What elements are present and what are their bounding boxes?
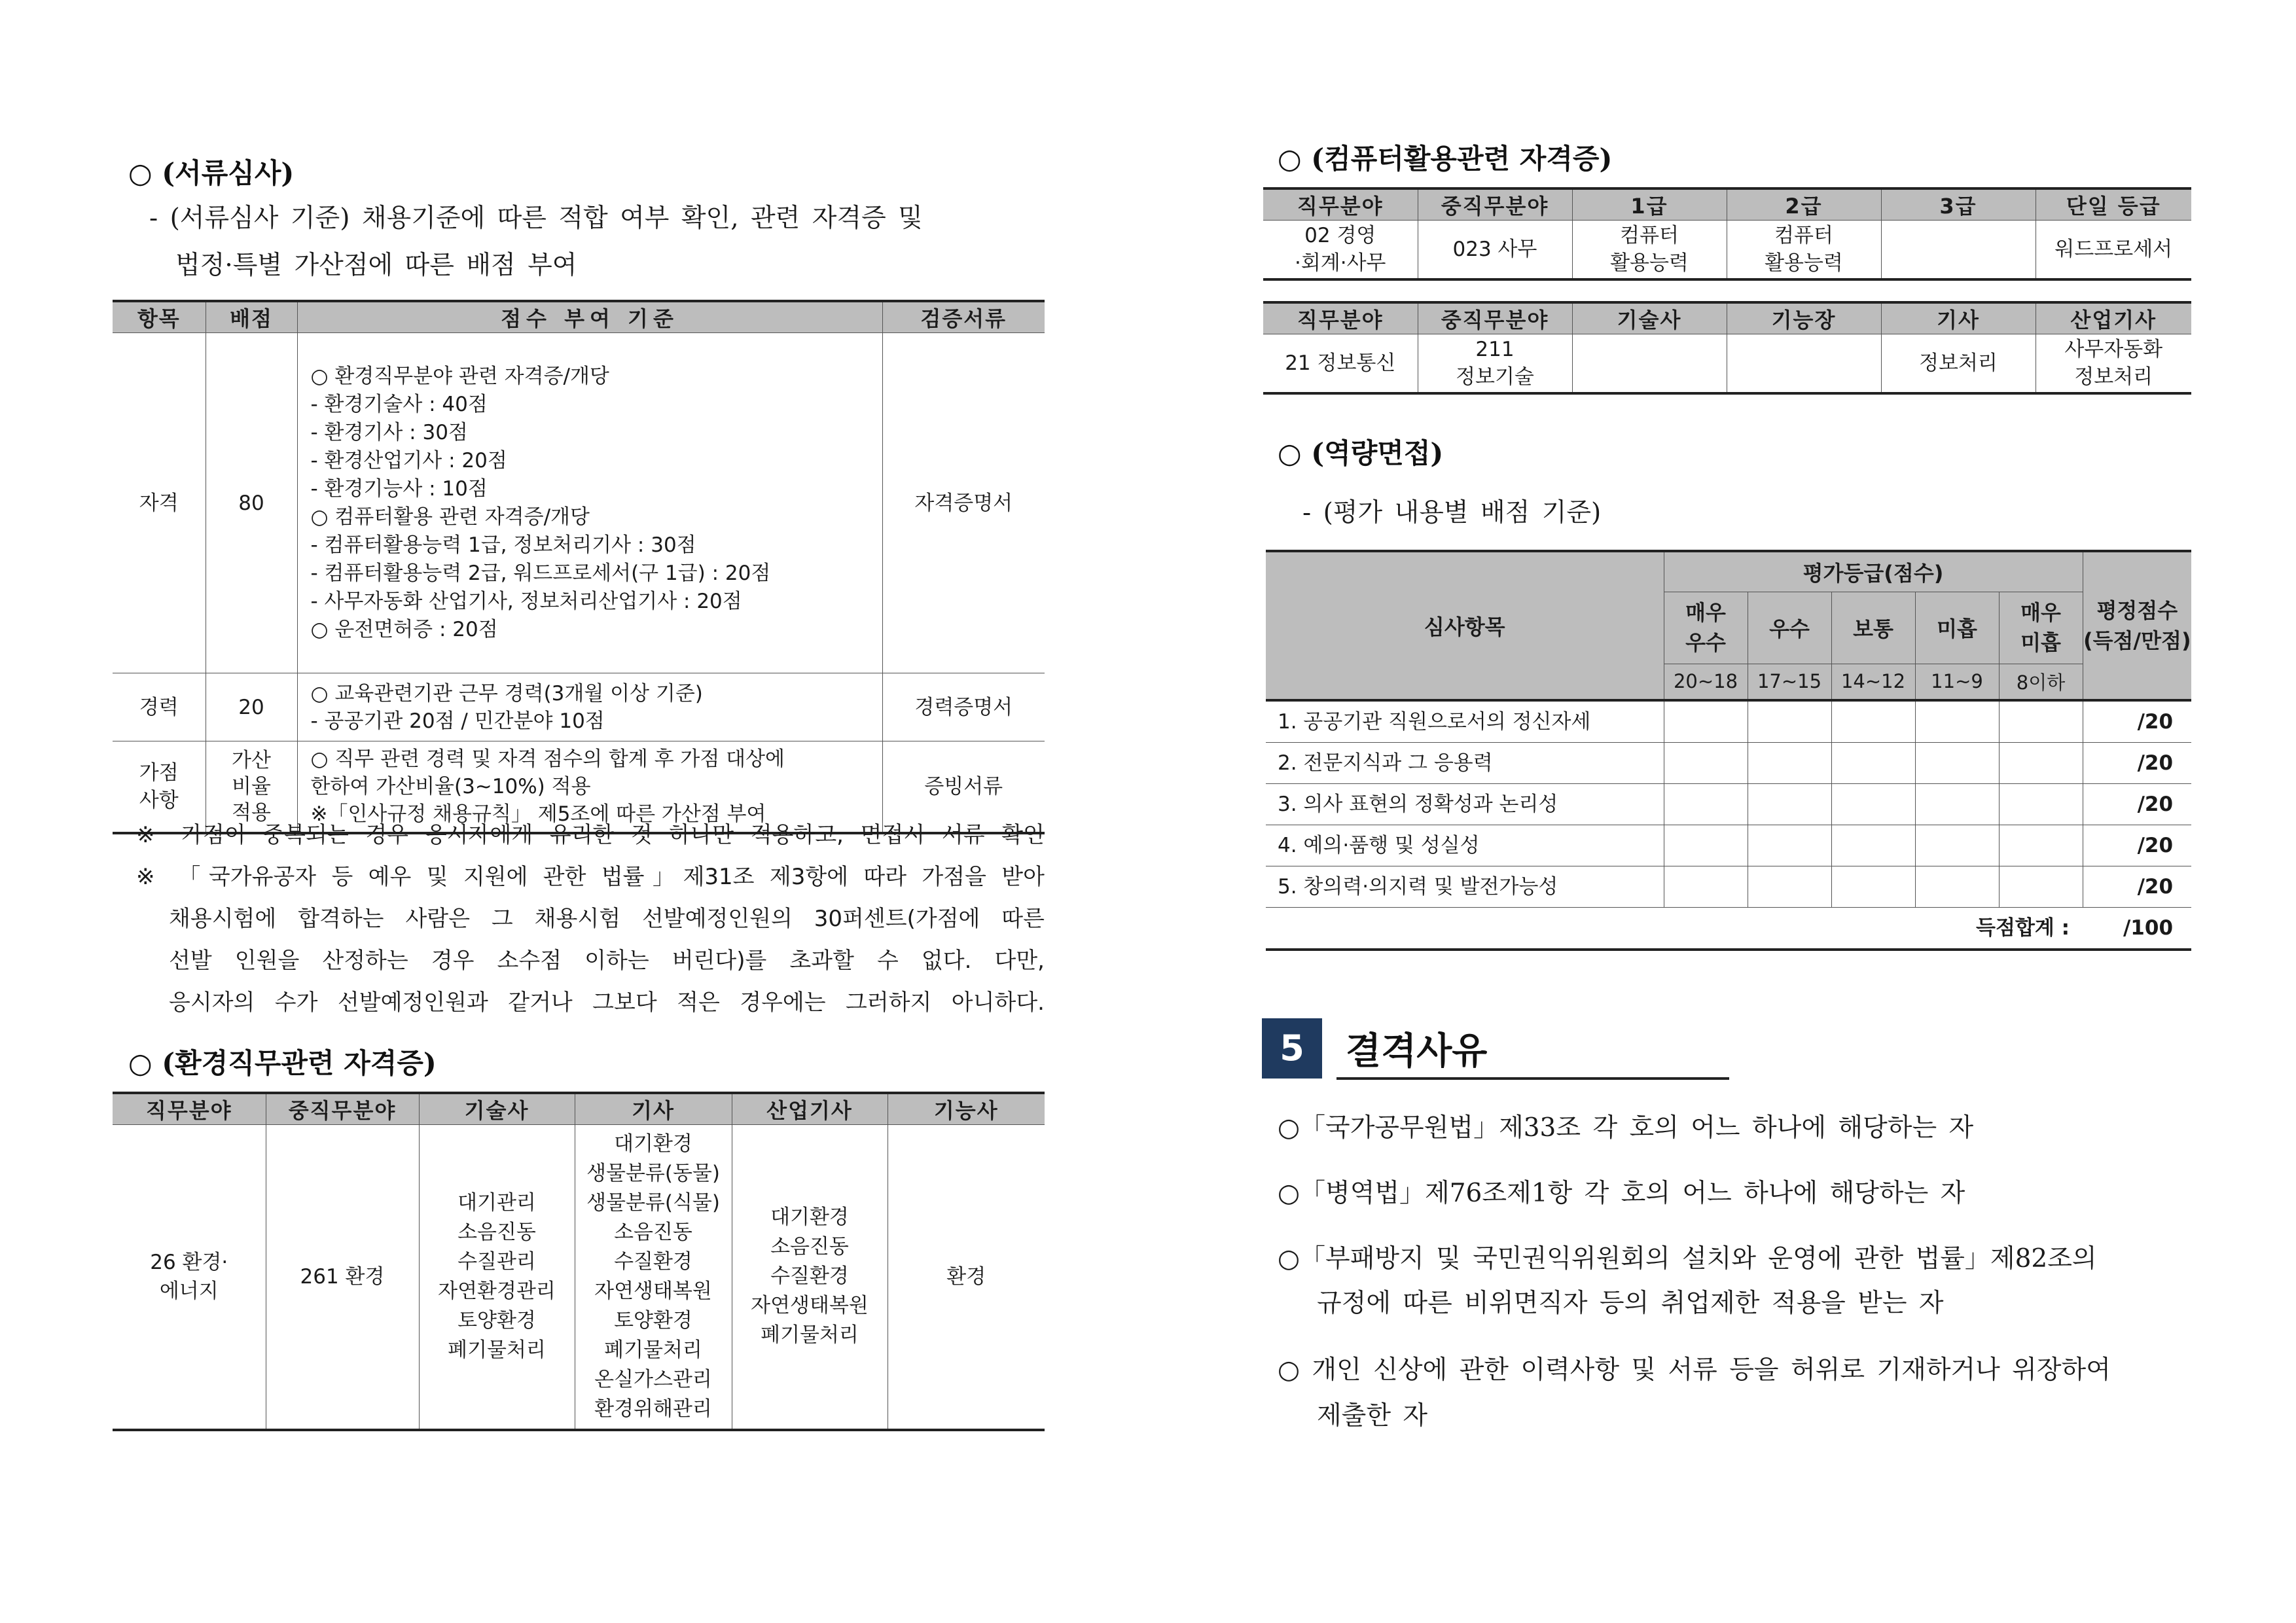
cert-cell: 컴퓨터 활용능력	[1727, 221, 1881, 279]
table-header-row	[1263, 302, 2191, 334]
computer-cert-table-2	[1263, 301, 2191, 395]
sub-field-cell: 261 환경	[266, 1125, 419, 1430]
grade-points: 8이하	[1999, 664, 2083, 700]
cert-cell	[1881, 221, 2036, 279]
grade-good: 우수	[1748, 592, 1831, 664]
env-cert-table	[113, 1092, 1045, 1431]
eval-item: 1. 공공기관 직원으로서의 정신자세	[1266, 700, 1664, 743]
note-patriots-law-line2: 채용시험에 합격하는 사람은 그 채용시험 선발예정인원의 30퍼센트(가점에 따른	[169, 906, 1045, 932]
document-cell: 증빙서류	[882, 741, 1045, 833]
eval-row	[1266, 700, 2191, 743]
column-header: 점수 부여 기준	[297, 301, 882, 333]
score-header: 평정점수 (득점/만점)	[2083, 551, 2191, 700]
disqualification-item: ○「병역법」제76조제1항 각 호의 어느 하나에 해당하는 자	[1278, 1179, 1965, 1208]
disqualification-item: ○「국가공무원법」제33조 각 호의 어느 하나에 해당하는 자	[1278, 1113, 1974, 1143]
grade-header: 평가등급(점수)	[1664, 551, 2083, 592]
cert-cell: 대기관리 소음진동 수질관리 자연환경관리 토양환경 폐기물처리	[419, 1125, 575, 1430]
doc-review-line2: 법정·특별 가산점에 따른 배점 부여	[175, 251, 577, 280]
section-number-badge: 5	[1262, 1018, 1322, 1079]
column-header: 산업기사	[2036, 302, 2191, 334]
item-cell: 가점 사항	[113, 741, 206, 833]
column-header: 중직무분야	[1418, 188, 1572, 221]
column-header: 3급	[1881, 188, 2036, 221]
note-patriots-law-line4: 응시자의 수가 선발예정인원과 같거나 그보다 적은 경우에는 그러하지 아니하다.	[169, 990, 1045, 1016]
column-header: 중직무분야	[266, 1093, 419, 1125]
doc-review-heading: ○ (서류심사)	[128, 157, 295, 189]
note-patriots-law-line3: 선발 인원을 산정하는 경우 소수점 이하는 버린다)를 초과할 수 없다. 다만,	[169, 948, 1045, 974]
grade-points: 11~9	[1915, 664, 1999, 700]
column-header: 2급	[1727, 188, 1881, 221]
eval-row	[1266, 825, 2191, 866]
column-header: 중직무분야	[1418, 302, 1572, 334]
job-field-cell: 02 경영 ·회계·사무	[1263, 221, 1418, 279]
table-header-row	[1263, 188, 2191, 221]
eval-score: /20	[2083, 825, 2191, 866]
grade-points: 20~18	[1664, 664, 1748, 700]
item-header: 심사항목	[1266, 551, 1664, 700]
column-header: 1급	[1572, 188, 1727, 221]
table-row	[113, 673, 1045, 741]
eval-score: /20	[2083, 784, 2191, 825]
interview-heading: ○ (역량면접)	[1278, 437, 1444, 469]
eval-row	[1266, 784, 2191, 825]
eval-row	[1266, 866, 2191, 908]
column-header: 기술사	[1572, 302, 1727, 334]
column-header: 기사	[1881, 302, 2036, 334]
grade-points: 14~12	[1831, 664, 1915, 700]
cert-cell: 대기환경 소음진동 수질환경 자연생태복원 폐기물처리	[732, 1125, 888, 1430]
table-header-row	[113, 1093, 1045, 1125]
section-title: 결격사유	[1346, 1030, 1488, 1073]
criteria-cell: ○ 환경직무분야 관련 자격증/개당 - 환경기술사 : 40점 - 환경기사 : 30점 - 환경산업기사 : 20점 - 환경기능사 : 10점 ○ 컴퓨터활용 관련 자격증/개당 - 컴퓨터활용능력 1급, 정보처리기사 : 30점 - 컴퓨터활용능력 2급, 워드프로세서(구 1급) : 20점 - 사무자동화 산업기사, 정보처리산업기사 : 20점 ○ 운전면허증 : 20점	[297, 333, 882, 673]
table-row	[113, 1125, 1045, 1430]
table-row	[1263, 221, 2191, 279]
grade-average: 보통	[1831, 592, 1915, 664]
table-row	[1263, 334, 2191, 393]
column-header: 직무분야	[1263, 188, 1418, 221]
disqualification-item-cont: 규정에 따른 비위면직자 등의 취업제한 적용을 받는 자	[1317, 1289, 1944, 1318]
column-header: 기능장	[1727, 302, 1881, 334]
score-criteria-table	[113, 300, 1045, 834]
column-header: 기능사	[888, 1093, 1045, 1125]
eval-item: 4. 예의·품행 및 성실성	[1266, 825, 1664, 866]
eval-item: 3. 의사 표현의 정확성과 논리성	[1266, 784, 1664, 825]
job-field-cell: 26 환경· 에너지	[113, 1125, 266, 1430]
sub-field-cell: 023 사무	[1418, 221, 1572, 279]
document-cell: 경력증명서	[882, 673, 1045, 741]
eval-score: /20	[2083, 700, 2191, 743]
note-duplicate-bonus: ※ 가점이 중복되는 경우 응시자에게 유리한 것 하나만 적용하고, 면접시 서류 확인	[136, 822, 1045, 848]
disqualification-item: ○「부패방지 및 국민권익위원회의 설치와 운영에 관한 법률」제82조의	[1278, 1244, 2097, 1274]
cert-cell: 정보처리	[1881, 334, 2036, 393]
cert-cell: 워드프로세서	[2036, 221, 2191, 279]
criteria-cell: ○ 직무 관련 경력 및 자격 점수의 합계 후 가점 대상에 한하여 가산비율(3~10%) 적용 ※「인사규정 채용규칙」 제5조에 따른 가산점 부여	[297, 741, 882, 833]
column-header: 산업기사	[732, 1093, 888, 1125]
eval-item: 2. 전문지식과 그 응용력	[1266, 743, 1664, 784]
note-patriots-law-line1: ※ 「국가유공자 등 예우 및 지원에 관한 법률」제31조 제3항에 따라 가점을 받아	[136, 864, 1045, 890]
column-header: 배점	[206, 301, 297, 333]
table-header-row	[113, 301, 1045, 333]
criteria-cell: ○ 교육관련기관 근무 경력(3개월 이상 기준) - 공공기관 20점 / 민간분야 10점	[297, 673, 882, 741]
doc-review-line1: - (서류심사 기준) 채용기준에 따른 적합 여부 확인, 관련 자격증 및	[149, 204, 923, 233]
disqualification-item: ○ 개인 신상에 관한 이력사항 및 서류 등을 허위로 기재하거나 위장하여	[1278, 1355, 2111, 1385]
column-header: 기술사	[419, 1093, 575, 1125]
cert-cell: 환경	[888, 1125, 1045, 1430]
score-cell: 80	[206, 333, 297, 673]
eval-item: 5. 창의력·의지력 및 발전가능성	[1266, 866, 1664, 908]
sub-field-cell: 211 정보기술	[1418, 334, 1572, 393]
cert-cell	[1727, 334, 1881, 393]
interview-evaluation-table	[1266, 550, 2191, 951]
job-field-cell: 21 정보통신	[1263, 334, 1418, 393]
interview-subheading: - (평가 내용별 배점 기준)	[1302, 498, 1602, 527]
table-row	[113, 333, 1045, 673]
eval-score: /20	[2083, 743, 2191, 784]
eval-total-row	[1266, 908, 2191, 950]
grade-points: 17~15	[1748, 664, 1831, 700]
eval-score: /20	[2083, 866, 2191, 908]
column-header: 직무분야	[1263, 302, 1418, 334]
total-label: 득점합계 :	[1266, 908, 2083, 950]
document-cell: 자격증명서	[882, 333, 1045, 673]
grade-very-good: 매우 우수	[1664, 592, 1748, 664]
computer-cert-table-1	[1263, 187, 2191, 281]
column-header: 검증서류	[882, 301, 1045, 333]
eval-row	[1266, 743, 2191, 784]
column-header: 항목	[113, 301, 206, 333]
item-cell: 경력	[113, 673, 206, 741]
env-cert-heading: ○ (환경직무관련 자격증)	[128, 1047, 437, 1079]
column-header: 직무분야	[113, 1093, 266, 1125]
cert-cell: 대기환경 생물분류(동물) 생물분류(식물) 소음진동 수질환경 자연생태복원 토양환경 폐기물처리 온실가스관리 환경위해관리	[575, 1125, 732, 1430]
column-header: 기사	[575, 1093, 732, 1125]
item-cell: 자격	[113, 333, 206, 673]
grade-very-poor: 매우 미흡	[1999, 592, 2083, 664]
computer-cert-heading: ○ (컴퓨터활용관련 자격증)	[1278, 143, 1613, 175]
cert-cell	[1572, 334, 1727, 393]
section-title-underline	[1336, 1077, 1729, 1080]
score-cell: 가산 비율 적용	[206, 741, 297, 833]
cert-cell: 컴퓨터 활용능력	[1572, 221, 1727, 279]
grade-poor: 미흡	[1915, 592, 1999, 664]
cert-cell: 사무자동화 정보처리	[2036, 334, 2191, 393]
disqualification-item-cont: 제출한 자	[1317, 1401, 1428, 1431]
column-header: 단일 등급	[2036, 188, 2191, 221]
total-score: /100	[2083, 908, 2191, 950]
score-cell: 20	[206, 673, 297, 741]
